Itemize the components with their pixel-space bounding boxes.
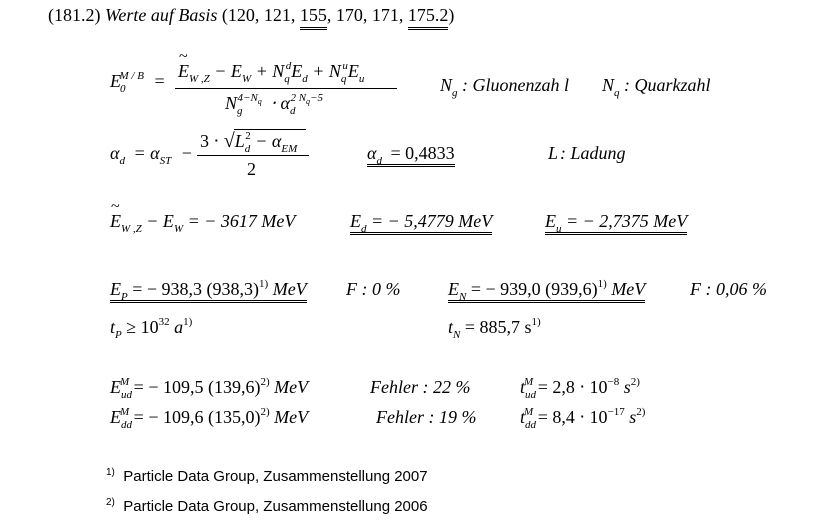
header-line [48,6,454,24]
eq1-denominator: $N_g^{4-Nq} \cdot \alpha_d^{2 Nq-5}$ [225,92,323,117]
energy-dd: $E_{dd}^M$ = − 109,6 $(135,0)^{2)}$ MeV [110,406,309,431]
basis-list-highlight: 175.2 [408,5,449,30]
header-text: Werte auf Basis [105,5,218,25]
error-ud: Fehler : 22 % [370,377,471,397]
energy-ud: $E_{ud}^M$ = − 109,5 $(139,6)^{2)}$ MeV [110,376,309,401]
basis-list-highlight: 155 [300,5,327,30]
eq3-energy-difference: ~ $E_{W ,Z} - E_W$ = − 3617 MeV [110,212,295,230]
footnote-1: $^{1)}$ Particle Data Group, Zusammenstellung 2007 [106,467,428,485]
equation-number: (181.2) [48,5,101,25]
eq1-fraction-line [175,88,397,89]
eq2-denominator: 2 [247,159,256,179]
proton-error: F : 0 % [346,279,401,299]
basis-list-part: (120, 121, [221,5,300,25]
basis-list-part: , 170, 171, [326,5,408,25]
lifetime-proton: $t_P \ge 10^{32}$ $a^{1)}$ [110,316,193,341]
alpha-d-value: $\alpha_d = 0,4833$ [367,143,455,167]
footnote-2: $^{2)}$ Particle Data Group, Zusammenstellung 2006 [106,497,428,515]
eq1-numerator: ~ $E_{W ,Z} - E_W + N_q^dE_d + N_q^uE_u$ [178,62,364,80]
eq1-lhs: $E_0^{M / B}$ = [110,70,165,95]
lifetime-neutron: $t_N = 885,7$ $s^{1)}$ [448,316,541,341]
energy-u: $E_u$ = − 2,7375 MeV [545,211,688,235]
lifetime-ud: $t_{ud}^M = 2,8 \cdot 10^{-8}$ $s^{2)}$ [520,376,640,401]
basis-list-part: ) [448,5,455,25]
error-dd: Fehler : 19 % [376,407,477,427]
eq2-lhs: $\alpha_d = \alpha_{ST}$ − [110,143,192,167]
neutron-error: F : 0,06 % [690,279,767,299]
eq2-fraction-line [197,155,309,156]
sqrt-bar [234,129,306,130]
lifetime-dd: $t_{dd}^M = 8,4 \cdot 10^{-17}$ $s^{2)}$ [520,406,646,431]
eq2-numerator: $3 \cdot √L_d^2 - \alpha_{EM}$ [200,130,298,155]
energy-neutron: $E_N$ = − 939,0 $(939,6)^{1)}$ MeV [448,278,646,303]
legend-quark: $N_q$ : Quarkzahl [602,75,711,99]
legend-gluon: $N_g$ : Gluonenzah l [440,75,570,99]
energy-proton: $E_P$ = − 938,3 $(938,3)^{1)}$ MeV [110,278,307,303]
legend-charge: L : Ladung [548,143,626,163]
energy-d: $E_d$ = − 5,4779 MeV [350,211,493,235]
